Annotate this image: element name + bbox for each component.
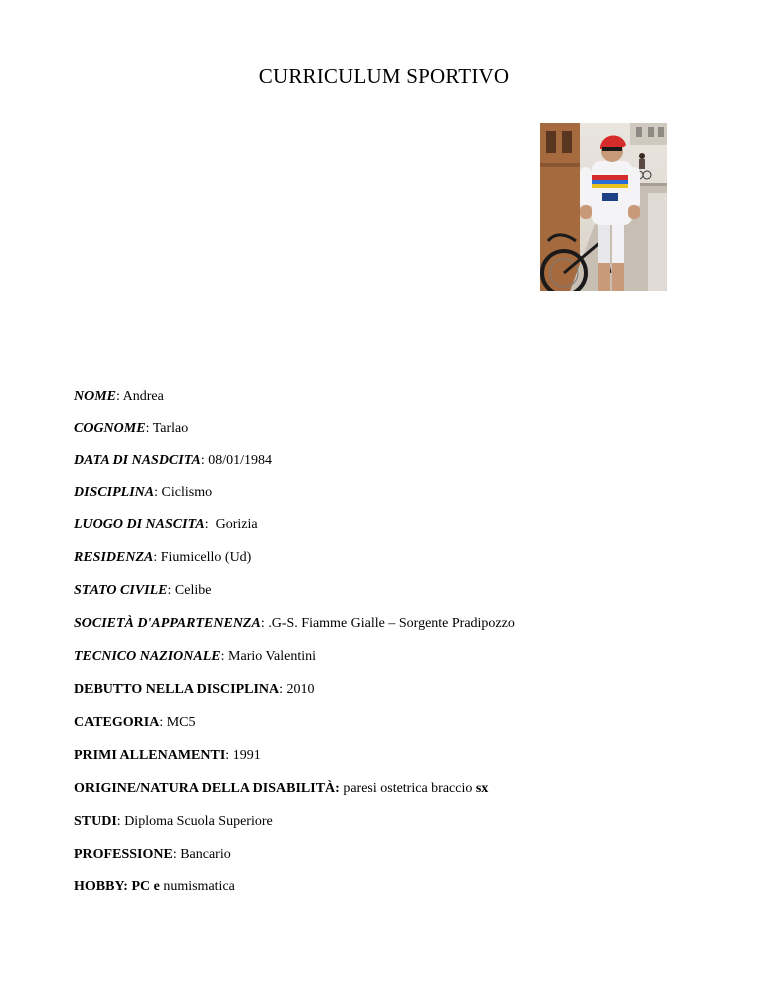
field-label: STATO CIVILE: [74, 583, 168, 598]
field-value: Andrea: [122, 389, 164, 404]
cyclist-photo-icon: [540, 123, 667, 291]
field-label: PROFESSIONE: [74, 847, 173, 862]
field-value: Fiumicello (Ud): [160, 550, 252, 565]
field-value: 1991: [232, 748, 261, 763]
field-nome: [74, 388, 164, 406]
field-societa: [74, 615, 515, 633]
field-separator: e: [150, 879, 164, 894]
document-title: CURRICULUM SPORTIVO: [258, 64, 510, 88]
field-separator: :: [153, 550, 161, 565]
field-label: HOBBY: PC: [74, 879, 151, 894]
field-separator: :: [116, 814, 125, 829]
field-label: COGNOME: [74, 421, 146, 436]
field-value: 08/01/1984: [208, 453, 272, 468]
field-separator: :: [204, 517, 216, 532]
field-label: PRIMI ALLENAMENTI: [74, 748, 226, 763]
field-debutto: [74, 681, 315, 699]
field-separator: :: [225, 748, 233, 763]
field-separator: :: [172, 847, 181, 862]
field-hobby: [74, 878, 235, 896]
field-value: 2010: [286, 682, 315, 697]
field-value: .G-S. Fiamme Gialle – Sorgente Pradipozzo: [268, 616, 515, 631]
field-stato-civile: [74, 582, 211, 600]
athlete-photo: [540, 123, 667, 291]
field-value: Bancario: [180, 847, 231, 862]
field-label: DISCIPLINA: [74, 485, 155, 500]
field-value-emphasis: sx: [475, 781, 489, 796]
field-separator: :: [279, 682, 287, 697]
field-tecnico: [74, 648, 316, 666]
field-data-nascita: [74, 452, 272, 470]
field-label: STUDI: [74, 814, 117, 829]
field-luogo-nascita: [74, 516, 258, 534]
field-cognome: [74, 420, 188, 438]
field-label: CATEGORIA: [74, 715, 160, 730]
field-value: Mario Valentini: [228, 649, 317, 664]
field-separator: :: [220, 649, 229, 664]
field-disabilita: [74, 780, 488, 798]
field-value: Diploma Scuola Superiore: [124, 814, 273, 829]
field-label: TECNICO NAZIONALE: [74, 649, 221, 664]
field-label: ORIGINE/NATURA DELLA DISABILITÀ:: [74, 781, 340, 796]
field-residenza: [74, 549, 251, 567]
field-value: MC5: [166, 715, 196, 730]
field-separator: :: [260, 616, 269, 631]
field-separator: :: [200, 453, 209, 468]
field-disciplina: [74, 484, 212, 502]
field-separator: :: [167, 583, 175, 598]
field-separator: :: [159, 715, 167, 730]
field-professione: [74, 846, 231, 864]
field-label: LUOGO DI NASCITA: [74, 517, 205, 532]
field-separator: :: [116, 389, 123, 404]
field-value: Ciclismo: [161, 485, 213, 500]
field-label: SOCIETÀ D'APPARTENENZA: [74, 616, 261, 631]
field-label: NOME: [74, 389, 117, 404]
field-value: Celibe: [174, 583, 212, 598]
field-studi: [74, 813, 273, 831]
field-value: Gorizia: [215, 517, 258, 532]
field-value: paresi ostetrica braccio: [339, 781, 476, 796]
field-categoria: [74, 714, 196, 732]
field-label: DEBUTTO NELLA DISCIPLINA: [74, 682, 280, 697]
field-label: DATA DI NASDCITA: [74, 453, 201, 468]
field-label: RESIDENZA: [74, 550, 154, 565]
field-value: numismatica: [163, 879, 235, 894]
field-separator: :: [154, 485, 162, 500]
field-value: Tarlao: [152, 421, 189, 436]
field-separator: :: [145, 421, 153, 436]
field-primi-allenamenti: [74, 747, 261, 765]
